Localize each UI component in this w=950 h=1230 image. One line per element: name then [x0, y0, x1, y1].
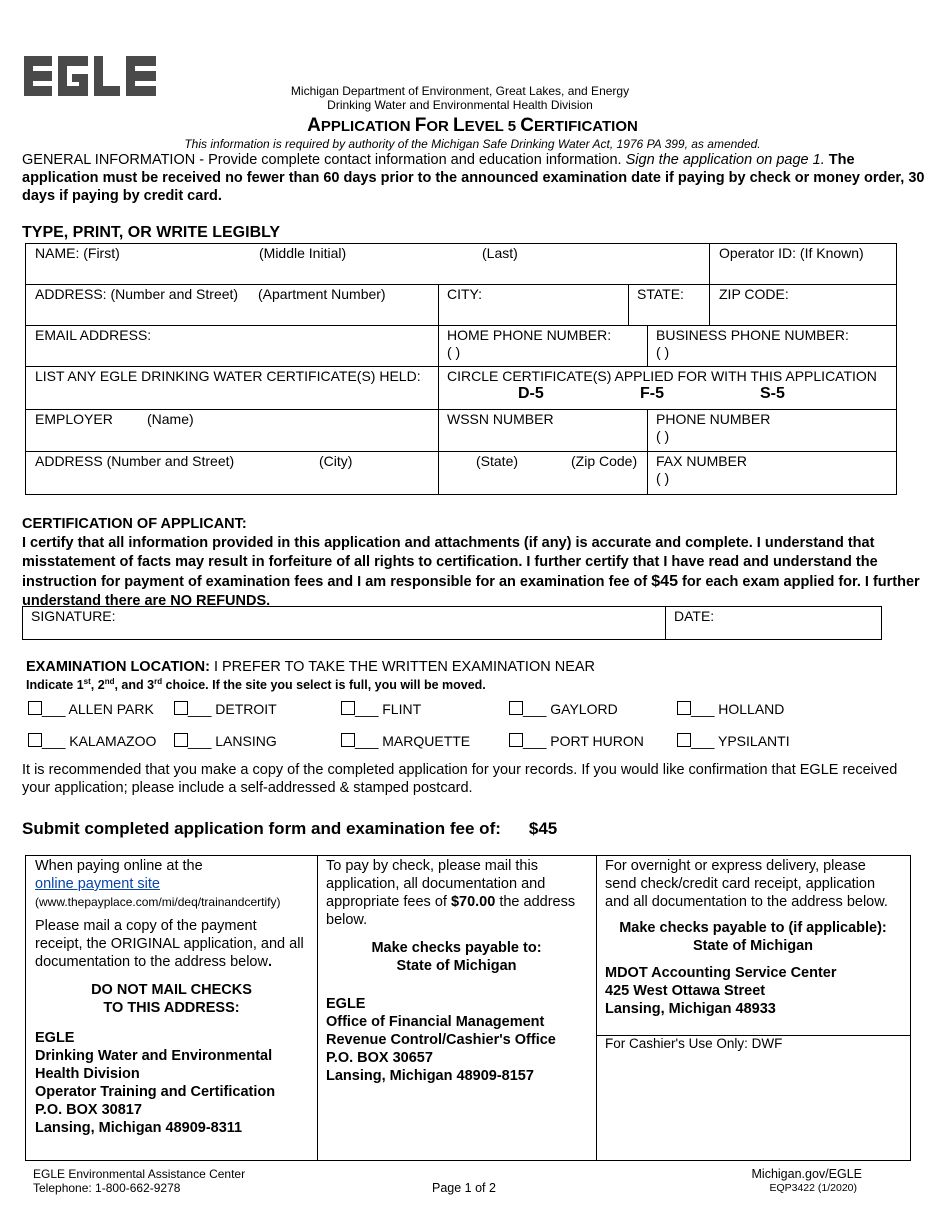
express-delivery-column: For overnight or express delivery, please send check/credit card receipt, application and all documentation to the address below. Make checks payable to (if applicable): State of Michigan MDOT Accounting Service Center 425 West Ottawa Street Lansing, Michigan 48933	[596, 856, 910, 1019]
payment-url: (www.thepayplace.com/mi/deq/trainandcertify)	[35, 895, 281, 909]
checkbox[interactable]	[341, 733, 355, 747]
fax-parens: ( )	[656, 470, 670, 486]
agency-header	[0, 84, 920, 112]
footer-contact: EGLE Environmental Assistance Center Telephone: 1-800-662-9278	[33, 1167, 246, 1195]
business-phone-parens: ( )	[656, 344, 670, 360]
name-first-label: NAME: (First)	[35, 245, 120, 261]
zip-label: ZIP CODE:	[719, 286, 789, 302]
location-marquette[interactable]: ___ MARQUETTE	[341, 733, 470, 749]
department-name: Michigan Department of Environment, Great Lakes, and Energy	[290, 84, 630, 98]
general-information: GENERAL INFORMATION - Provide complete contact information and education information. Sign the application on page 1. The application must be received no fewer than 60 days prior to the announced examination date if paying by check or money order, 30 days if paying by credit card.	[22, 152, 925, 204]
name-last-label: (Last)	[482, 245, 518, 261]
certification-heading: CERTIFICATION OF APPLICANT:	[22, 516, 247, 532]
business-phone-label: BUSINESS PHONE NUMBER:	[656, 327, 849, 343]
cert-option-f5[interactable]: F-5	[640, 385, 664, 402]
division-name: Drinking Water and Environmental Health Division	[327, 98, 593, 112]
checkbox[interactable]	[341, 701, 355, 715]
employer-zip-label: (Zip Code)	[571, 453, 638, 469]
mailing-address-check: EGLE Office of Financial Management Revenue Control/Cashier's Office P.O. BOX 30657 Lansing, Michigan 48909-8157	[326, 996, 556, 1084]
location-holland[interactable]: ___ HOLLAND	[677, 701, 784, 717]
location-allen-park[interactable]: ___ ALLEN PARK	[28, 701, 154, 717]
apartment-label: (Apartment Number)	[258, 286, 386, 302]
email-label: EMAIL ADDRESS:	[35, 327, 152, 343]
home-phone-label: HOME PHONE NUMBER:	[447, 327, 612, 343]
signature-box	[22, 606, 882, 640]
applicant-info-table	[25, 243, 897, 495]
checkbox[interactable]	[677, 733, 691, 747]
exam-location-instructions: Indicate 1st, 2nd, and 3rd choice. If the site you select is full, you will be moved.	[26, 677, 486, 693]
employer-state-label: (State)	[476, 453, 519, 469]
wssn-label: WSSN NUMBER	[447, 411, 554, 427]
phone-number-label: PHONE NUMBER	[656, 411, 771, 427]
date-label: DATE:	[674, 608, 715, 624]
phone-number-parens: ( )	[656, 428, 670, 444]
certification-statement: I certify that all information provided in this application and attachments (if any) is accurate and complete. I understand that misstatement of facts may result in forfeiture of all rights to certification. I further certify that I have read and understand the instruction for payment of examination fees and I am responsible for an examination fee of $45 for each exam applied for. I further understand there are NO REFUNDS.	[22, 535, 920, 609]
location-detroit[interactable]: ___ DETROIT	[174, 701, 277, 717]
signature-label: SIGNATURE:	[31, 608, 116, 624]
form-heading: TYPE, PRINT, OR WRITE LEGIBLY	[22, 224, 281, 241]
certs-applied-label: CIRCLE CERTIFICATE(S) APPLIED FOR WITH THIS APPLICATION	[447, 368, 877, 384]
employer-address-label: ADDRESS (Number and Street)	[35, 453, 235, 469]
mailing-address-online: EGLE Drinking Water and Environmental Health Division Operator Training and Certification P.O. BOX 30817 Lansing, Michigan 48909-8311	[35, 1030, 276, 1136]
location-ypsilanti[interactable]: ___ YPSILANTI	[677, 733, 790, 749]
fax-label: FAX NUMBER	[656, 453, 748, 469]
authority-note: This information is required by authority of the Michigan Safe Drinking Water Act, 1976 PA 399, as amended.	[184, 137, 761, 151]
state-label: STATE:	[637, 286, 684, 302]
location-lansing[interactable]: ___ LANSING	[174, 733, 277, 749]
employer-city-label: (City)	[319, 453, 353, 469]
address-label: ADDRESS: (Number and Street)	[35, 286, 239, 302]
payment-instructions-table	[25, 855, 911, 1161]
exam-location-heading: EXAMINATION LOCATION: I PREFER TO TAKE THE WRITTEN EXAMINATION NEAR	[26, 659, 596, 675]
cashier-use-label: For Cashier's Use Only: DWF	[605, 1036, 783, 1051]
online-payment-link[interactable]: online payment site	[35, 876, 160, 892]
checkbox[interactable]	[677, 701, 691, 715]
cert-option-d5[interactable]: D-5	[518, 385, 544, 402]
location-port-huron[interactable]: ___ PORT HURON	[509, 733, 644, 749]
checkbox[interactable]	[174, 701, 188, 715]
page-number: Page 1 of 2	[432, 1181, 496, 1195]
footer-website: Michigan.gov/EGLE EQP3422 (1/2020)	[700, 1167, 862, 1195]
checkbox[interactable]	[28, 733, 42, 747]
operator-id-label: Operator ID: (If Known)	[719, 245, 864, 261]
certs-held-label: LIST ANY EGLE DRINKING WATER CERTIFICATE(S) HELD:	[35, 368, 421, 384]
online-payment-column: When paying online at the online payment site (www.thepayplace.com/mi/deq/trainandcertify) Please mail a copy of the payment receipt, the ORIGINAL application, and all documentation to the address below. DO NOT MAIL CHECKS TO THIS ADDRESS: EGLE Drinking Water and Environmental Health Division Operator Training and Certification P.O. BOX 30817 Lansing, Michigan 48909-8311	[26, 856, 317, 1138]
checkbox[interactable]	[509, 701, 523, 715]
employer-label: EMPLOYER	[35, 411, 113, 427]
submit-fee: $45	[528, 819, 558, 838]
submit-instructions: Submit completed application form and examination fee of: $45	[22, 819, 558, 838]
checkbox[interactable]	[28, 701, 42, 715]
cert-option-s5[interactable]: S-5	[760, 385, 785, 402]
check-payment-column: To pay by check, please mail this application, all documentation and appropriate fees of $70.00 the address below. Make checks payable to: State of Michigan EGLE Office of Financial Management Revenue Control/Cashier's Office P.O. BOX 30657 Lansing, Michigan 48909-8157	[317, 856, 596, 1086]
home-phone-parens: ( )	[447, 344, 461, 360]
recommendation-note: It is recommended that you make a copy of the completed application for your records. If you would like confirmation that EGLE received your application; please include a self-addressed & stamped postcard.	[22, 762, 898, 796]
checkbox[interactable]	[174, 733, 188, 747]
form-code: EQP3422 (1/2020)	[769, 1182, 857, 1194]
checkbox[interactable]	[509, 733, 523, 747]
location-gaylord[interactable]: ___ GAYLORD	[509, 701, 618, 717]
location-flint[interactable]: ___ FLINT	[341, 701, 421, 717]
name-middle-label: (Middle Initial)	[259, 245, 347, 261]
location-kalamazoo[interactable]: ___ KALAMAZOO	[28, 733, 156, 749]
mailing-address-express: MDOT Accounting Service Center 425 West Ottawa Street Lansing, Michigan 48933	[605, 965, 837, 1017]
page-title: APPLICATION FOR LEVEL 5 CERTIFICATION	[307, 115, 638, 136]
employer-name-label: (Name)	[147, 411, 194, 427]
city-label: CITY:	[447, 286, 483, 302]
